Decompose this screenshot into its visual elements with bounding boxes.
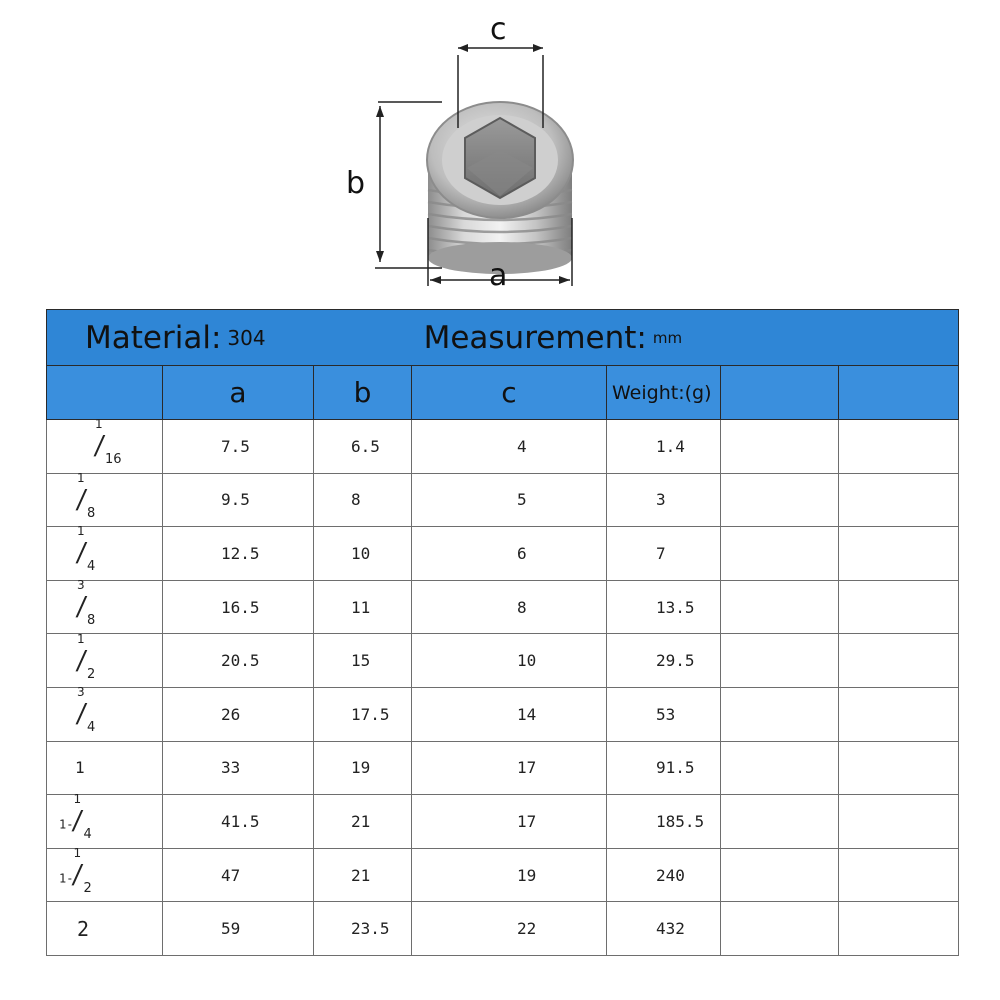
- cell-weight: [607, 473, 721, 527]
- table-row: [47, 580, 959, 634]
- header-b: b: [314, 366, 412, 420]
- cell-b: [314, 473, 412, 527]
- empty-cell: [721, 741, 839, 795]
- c-value: 5: [517, 490, 527, 510]
- header-a: a: [163, 366, 314, 420]
- size-fraction: 1 / 4: [74, 524, 96, 575]
- b-value: 10: [351, 543, 371, 563]
- table-row: [47, 848, 959, 902]
- cell-weight: [607, 580, 721, 634]
- empty-cell: [721, 473, 839, 527]
- a-value: 26: [221, 704, 241, 724]
- header-empty-2: [839, 366, 959, 420]
- size-cell: [47, 792, 163, 849]
- b-value: 11: [351, 597, 371, 617]
- size-cell: [47, 902, 163, 956]
- size-cell: [47, 687, 163, 741]
- empty-cell: [721, 420, 839, 474]
- table-title-row: [47, 310, 959, 366]
- size-cell: [47, 848, 163, 902]
- cell-a: [163, 580, 314, 634]
- cell-a: [163, 420, 314, 474]
- cell-a: [163, 687, 314, 741]
- a-value: 16.5: [221, 597, 260, 617]
- cell-weight: [607, 634, 721, 688]
- empty-cell: [721, 580, 839, 634]
- size-cell: [47, 741, 163, 795]
- cell-c: [412, 420, 607, 474]
- cell-a: [163, 473, 314, 527]
- table-row: [47, 473, 959, 527]
- c-value: 22: [517, 919, 537, 939]
- a-value: 41.5: [221, 811, 260, 831]
- weight-value: 53: [656, 704, 676, 724]
- b-value: 23.5: [351, 919, 390, 939]
- c-value: 8: [517, 597, 527, 617]
- size-fraction: 1 / 16: [92, 417, 122, 468]
- cell-weight: [607, 795, 721, 849]
- c-value: 17: [517, 758, 537, 778]
- weight-value: 432: [656, 919, 685, 939]
- cell-weight: [607, 527, 721, 581]
- table-row: [47, 527, 959, 581]
- empty-cell: [721, 848, 839, 902]
- cell-b: [314, 848, 412, 902]
- a-value: 9.5: [221, 490, 250, 510]
- cell-a: [163, 741, 314, 795]
- b-value: 21: [351, 811, 371, 831]
- cell-a: [163, 902, 314, 956]
- weight-value: 1.4: [656, 436, 685, 456]
- table-row: [47, 420, 959, 474]
- empty-cell: [839, 741, 959, 795]
- weight-value: 13.5: [656, 597, 695, 617]
- size-fraction: 1 / 8: [74, 470, 96, 521]
- header-weight: Weight:(g): [607, 366, 721, 420]
- b-value: 21: [351, 865, 371, 885]
- cell-a: [163, 527, 314, 581]
- table-row: [47, 795, 959, 849]
- size-whole: 1-: [59, 817, 74, 832]
- cell-b: [314, 420, 412, 474]
- empty-cell: [721, 634, 839, 688]
- cell-a: [163, 795, 314, 849]
- empty-cell: [839, 902, 959, 956]
- dimension-b-label: b: [346, 166, 366, 201]
- cell-b: [314, 527, 412, 581]
- empty-cell: [721, 795, 839, 849]
- empty-cell: [839, 848, 959, 902]
- weight-value: 29.5: [656, 651, 695, 671]
- size-fraction: 1- 1 / 4: [59, 792, 92, 843]
- empty-cell: [721, 687, 839, 741]
- cell-b: [314, 687, 412, 741]
- dimension-a-label: a: [489, 258, 508, 293]
- cell-c: [412, 634, 607, 688]
- cell-c: [412, 848, 607, 902]
- a-value: 20.5: [221, 651, 260, 671]
- cell-b: [314, 795, 412, 849]
- size-fraction: 3 / 8: [74, 578, 96, 629]
- cell-c: [412, 580, 607, 634]
- weight-value: 3: [656, 490, 666, 510]
- empty-cell: [839, 634, 959, 688]
- table-row: [47, 687, 959, 741]
- dimension-c-label: c: [490, 12, 507, 47]
- empty-cell: [839, 527, 959, 581]
- size-cell: [47, 417, 163, 474]
- empty-cell: [839, 687, 959, 741]
- c-value: 4: [517, 436, 527, 456]
- size-cell: [47, 580, 163, 634]
- cell-weight: [607, 687, 721, 741]
- header-empty-1: [721, 366, 839, 420]
- header-c: c: [412, 366, 607, 420]
- a-value: 59: [221, 919, 241, 939]
- weight-value: 91.5: [656, 758, 695, 778]
- cell-b: [314, 902, 412, 956]
- table-header-row: [47, 366, 959, 420]
- size-value: 2: [77, 916, 90, 941]
- size-fraction: 1- 1 / 2: [59, 846, 92, 897]
- empty-cell: [721, 902, 839, 956]
- c-value: 19: [517, 865, 537, 885]
- product-diagram: [0, 0, 1000, 300]
- size-fraction: 3 / 4: [74, 685, 96, 736]
- cell-a: [163, 634, 314, 688]
- cell-b: [314, 634, 412, 688]
- cell-c: [412, 795, 607, 849]
- b-value: 8: [351, 490, 361, 510]
- measurement-label: Measurement:: [423, 319, 647, 356]
- cell-weight: [607, 902, 721, 956]
- b-value: 15: [351, 651, 371, 671]
- empty-cell: [839, 795, 959, 849]
- a-value: 12.5: [221, 543, 260, 563]
- c-value: 6: [517, 543, 527, 563]
- cell-c: [412, 527, 607, 581]
- b-value: 17.5: [351, 704, 390, 724]
- size-fraction: 1 / 2: [74, 631, 96, 682]
- empty-cell: [839, 473, 959, 527]
- cell-c: [412, 902, 607, 956]
- c-value: 14: [517, 704, 537, 724]
- table-row: [47, 902, 959, 956]
- empty-cell: [839, 580, 959, 634]
- cell-a: [163, 848, 314, 902]
- cell-c: [412, 741, 607, 795]
- b-value: 6.5: [351, 436, 380, 456]
- a-value: 47: [221, 865, 241, 885]
- cell-b: [314, 580, 412, 634]
- weight-value: 7: [656, 543, 666, 563]
- cell-c: [412, 687, 607, 741]
- c-value: 10: [517, 651, 537, 671]
- empty-cell: [839, 420, 959, 474]
- size-cell: [47, 470, 163, 527]
- material-value: 304: [227, 325, 266, 350]
- cell-weight: [607, 741, 721, 795]
- weight-value: 240: [656, 865, 685, 885]
- table-row: [47, 741, 959, 795]
- material-label: Material:: [85, 319, 222, 356]
- c-value: 17: [517, 811, 537, 831]
- cell-weight: [607, 848, 721, 902]
- size-value: 1: [75, 758, 85, 778]
- measurement-unit: mm: [652, 328, 683, 347]
- empty-cell: [721, 527, 839, 581]
- spec-table: [46, 309, 959, 956]
- a-value: 7.5: [221, 436, 250, 456]
- header-size: [47, 366, 163, 420]
- cell-c: [412, 473, 607, 527]
- cell-b: [314, 741, 412, 795]
- cell-weight: [607, 420, 721, 474]
- weight-value: 185.5: [656, 811, 705, 831]
- size-whole: 1-: [59, 871, 74, 886]
- table-row: [47, 634, 959, 688]
- size-cell: [47, 524, 163, 581]
- b-value: 19: [351, 758, 371, 778]
- size-cell: [47, 631, 163, 688]
- a-value: 33: [221, 758, 241, 778]
